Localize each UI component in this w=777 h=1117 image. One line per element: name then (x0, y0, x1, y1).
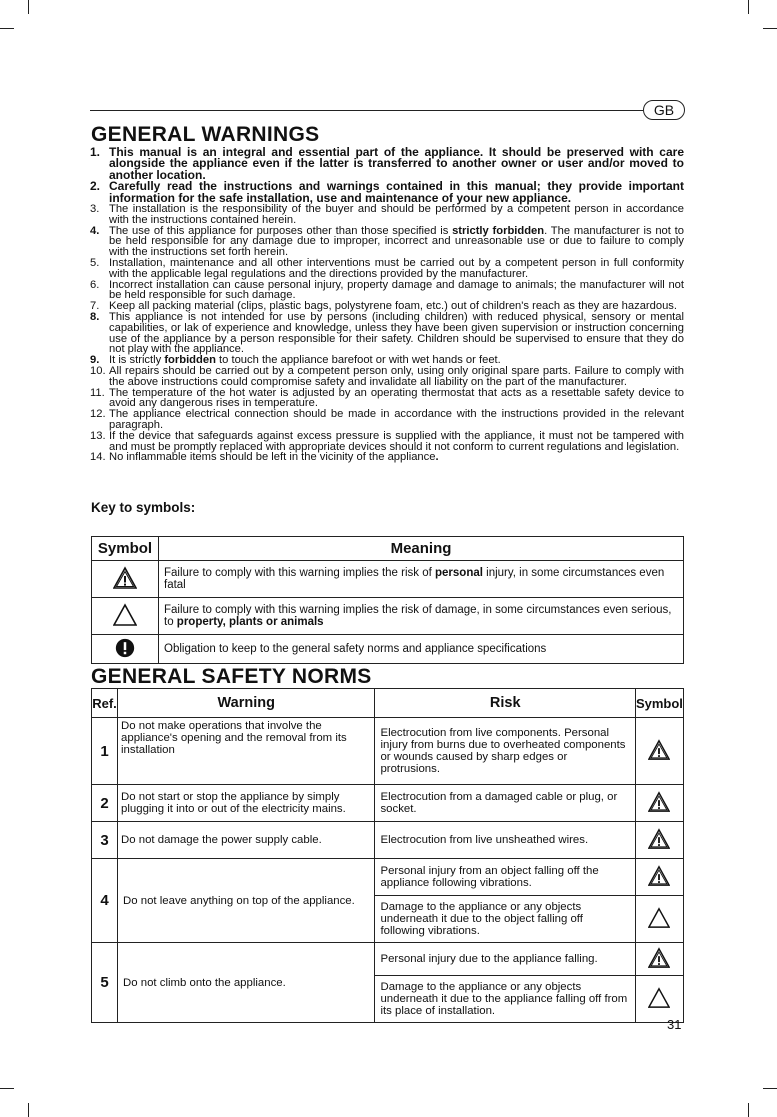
general-safety-norms-title: GENERAL SAFETY NORMS (91, 665, 372, 688)
crop-mark (0, 28, 14, 29)
warning-item-number: 11. (90, 386, 105, 399)
warning-item (90, 181, 684, 204)
warning-item (90, 204, 684, 226)
ref-cell: 1 (92, 718, 118, 785)
crop-mark (0, 1088, 14, 1089)
risk-cell: Personal injury from an object falling off the appliance following vibrations. (375, 859, 635, 896)
risk-cell: Personal injury due to the appliance falling. (375, 943, 635, 976)
text-run: It is strictly (109, 354, 165, 367)
emphasis-text: . (435, 451, 439, 464)
warning-item (90, 388, 684, 410)
text-run: to touch the appliance barefoot or with wet hands or feet. (215, 354, 501, 367)
symbol-column-header: Symbol (92, 537, 159, 561)
crop-mark (763, 28, 777, 29)
crop-mark (748, 1103, 749, 1117)
emphasis-text: This manual is an integral and essential part of the appliance. It should be preserved with care alongside the appliance even if the latter is transferred to another owner or user and/or moved to another location. (109, 145, 684, 182)
norm-row (92, 859, 684, 896)
warning-item-number: 9. (90, 354, 100, 367)
text-run: . (567, 190, 572, 205)
warning-item-number: 12. (90, 408, 106, 421)
text-run: The use of this appliance for purposes other than those specified is (109, 224, 453, 237)
symbol-cell (635, 896, 683, 943)
symbol-row (92, 561, 684, 598)
safety-norms-table (91, 688, 684, 1023)
text-run: Keep all packing material (clips, plastic bags, polystyrene foam, etc.) out of children's reach as they are hazardous. (109, 300, 678, 313)
warning-item-number: 4. (90, 224, 100, 237)
text-run: . The manufacturer is not to be held responsible for any damage due to improper, incorrect and unreasonable use or due to failure to comply with the instructions set forth herein. (109, 224, 684, 259)
text-run: Failure to comply with this warning implies the risk of (164, 567, 435, 579)
text-run: Incorrect installation can cause personal injury, property damage and damage to animals; the manufacturer will not be held responsible for such damage. (109, 278, 684, 302)
warning-item-number: 14. (90, 451, 106, 464)
warning-item (90, 280, 684, 302)
symbol-cell (635, 822, 683, 859)
warning-item-number: 2. (90, 179, 101, 194)
norm-row (92, 785, 684, 822)
warning-cell: Do not climb onto the appliance. (118, 943, 375, 1023)
risk-cell: Electrocution from live components. Personal injury from burns due to overheated components or wounds caused by sharp edges or protrusions. (375, 718, 635, 785)
warning-triangle-icon (113, 603, 137, 630)
symbol-cell (92, 635, 159, 664)
warning-cell: Do not make operations that involve the appliance's opening and the removal from its installation (118, 718, 375, 785)
warning-item (90, 258, 684, 280)
general-warnings-title: GENERAL WARNINGS (91, 123, 320, 146)
warning-exclamation-icon (648, 791, 670, 816)
text-run: This appliance is not intended for use by persons (including children) with reduced physical, sensory or mental capabilities, or lak of experience and knowledge, unless they have been given supervision or instruction concerning use of the appliance by a person responsible for their safety. Children should be supervised to ensure that they do not play with the appliance. (109, 311, 684, 356)
emphasis-text: forbidden (164, 354, 216, 367)
general-warnings-list (90, 147, 684, 463)
warning-exclamation-icon (648, 828, 670, 853)
crop-mark (28, 1103, 29, 1117)
symbol-cell (92, 561, 159, 598)
warning-item-number: 3. (90, 203, 100, 216)
warning-item (90, 409, 684, 431)
header-rule (90, 110, 643, 111)
norm-row (92, 822, 684, 859)
symbol-row (92, 635, 684, 664)
key-to-symbols-title: Key to symbols: (91, 500, 196, 515)
crop-mark (748, 0, 749, 14)
warning-item-number: 6. (90, 278, 100, 291)
warning-column-header: Warning (118, 689, 375, 718)
warning-item (90, 452, 684, 463)
warning-exclamation-icon (113, 566, 137, 593)
text-run: injury, in some circumstances even fatal (164, 567, 665, 591)
warning-item-number: 8. (90, 311, 100, 323)
symbol-cell (635, 718, 683, 785)
symbol-cell (635, 976, 683, 1023)
warning-item-number: 10. (90, 364, 106, 377)
warning-item (90, 431, 684, 453)
warning-item-number: 7. (90, 300, 100, 313)
text-run: Installation, maintenance and all other interventions must be carried out by a competent person in full conformity with the applicable legal regulations and the directions provided by the manufacturer. (109, 257, 684, 280)
warning-triangle-icon (648, 987, 670, 1012)
symbols-table (91, 536, 684, 664)
text-run: No inflammable items should be left in the vicinity of the appliance (109, 451, 436, 464)
page-number: 31 (667, 1017, 682, 1032)
crop-mark (28, 0, 29, 14)
norm-row (92, 943, 684, 976)
emphasis-text: Carefully read the instructions and warnings contained in this manual; they provide important information for the safe installation, use and maintenance of your new appliance (109, 179, 684, 205)
obligation-icon (115, 638, 135, 661)
warning-cell: Do not leave anything on top of the appliance. (118, 859, 375, 943)
symbol-cell (92, 598, 159, 635)
norm-row (92, 718, 684, 785)
warning-item-number: 5. (90, 257, 100, 270)
risk-cell: Damage to the appliance or any objects underneath it due to the object falling off following vibrations. (375, 896, 635, 943)
risk-cell: Electrocution from a damaged cable or plug, or socket. (375, 785, 635, 822)
symbol-cell (635, 943, 683, 976)
symbol-cell (635, 785, 683, 822)
text-run: Failure to comply with this warning implies the risk of damage, in some circumstances even serious, to (164, 604, 672, 628)
ref-cell: 2 (92, 785, 118, 822)
ref-column-header: Ref. (92, 689, 118, 718)
text-run: All repairs should be carried out by a competent person only, using only original spare parts. Failure to comply with the above instructions could compromise safety and invalidate all liability on the part of the manufacturer. (109, 364, 684, 388)
warning-item (90, 147, 684, 181)
warning-exclamation-icon (648, 947, 670, 972)
warning-triangle-icon (648, 907, 670, 932)
crop-mark (763, 1088, 777, 1089)
warning-item (90, 226, 684, 258)
text-run: The temperature of the hot water is adjusted by an operating thermostat that acts as a resettable safety device to avoid any dangerous rises in temperature. (109, 386, 684, 410)
warning-cell: Do not start or stop the appliance by simply plugging it into or out of the electricity mains. (118, 785, 375, 822)
warning-item-number: 13. (90, 429, 106, 442)
ref-cell: 4 (92, 859, 118, 943)
risk-cell: Electrocution from live unsheathed wires. (375, 822, 635, 859)
emphasis-text: personal (435, 567, 483, 579)
meaning-column-header: Meaning (159, 537, 684, 561)
text-run: Obligation to keep to the general safety norms and appliance specifications (164, 643, 547, 655)
meaning-cell (159, 561, 684, 598)
meaning-cell (159, 598, 684, 635)
warning-item (90, 312, 684, 355)
warning-item (90, 366, 684, 388)
symbol-row (92, 598, 684, 635)
warning-exclamation-icon (648, 739, 670, 764)
text-run: The appliance electrical connection should be made in accordance with the instructions provided in the relevant paragraph. (109, 408, 684, 431)
ref-cell: 3 (92, 822, 118, 859)
warning-item-number: 1. (90, 145, 101, 159)
warning-exclamation-icon (648, 865, 670, 890)
warning-cell: Do not damage the power supply cable. (118, 822, 375, 859)
emphasis-text: property, plants or animals (176, 616, 324, 628)
emphasis-text: strictly forbidden (452, 224, 545, 237)
text-run: If the device that safeguards against excess pressure is supplied with the appliance, it must not be tampered with and must be promptly replaced with appropriate devices should it not conform to current regulations and legislation. (109, 429, 684, 453)
symbol-cell (635, 859, 683, 896)
meaning-cell (159, 635, 684, 664)
risk-column-header: Risk (375, 689, 635, 718)
symbol-column-header: Symbol (635, 689, 683, 718)
language-badge: GB (643, 100, 685, 120)
text-run: The installation is the responsibility of the buyer and should be performed by a competent person in accordance with the instructions contained herein. (109, 203, 684, 226)
risk-cell: Damage to the appliance or any objects underneath it due to the appliance falling off from its place of installation. (375, 976, 635, 1023)
ref-cell: 5 (92, 943, 118, 1023)
